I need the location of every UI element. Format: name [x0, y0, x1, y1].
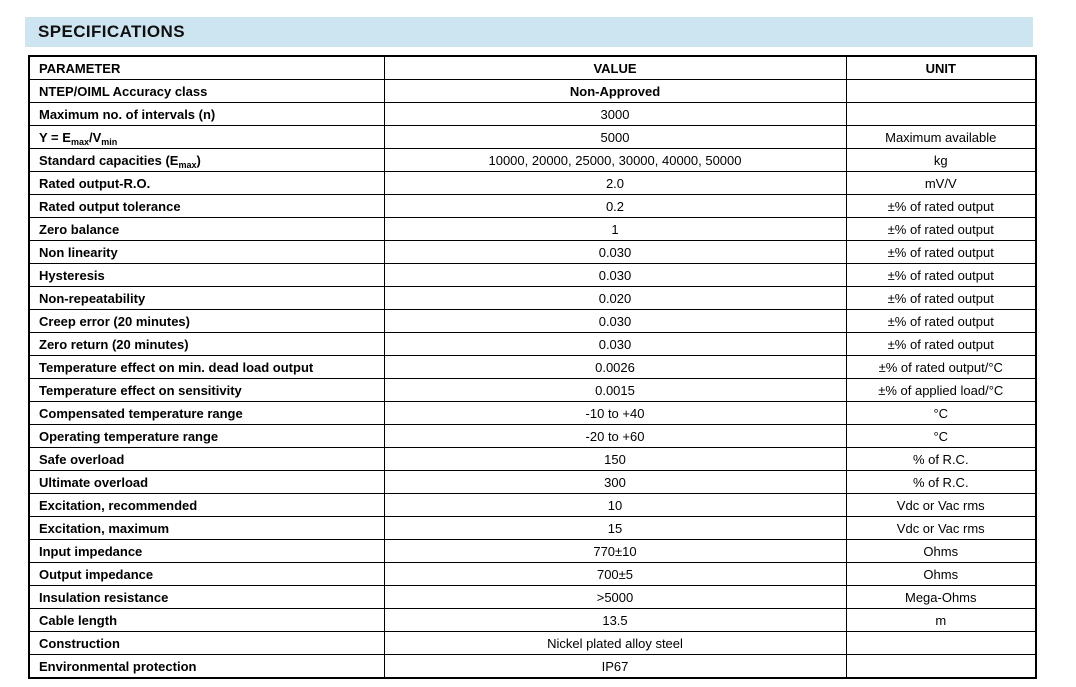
unit-cell [846, 632, 1036, 655]
parameter-cell [29, 425, 384, 448]
parameter-cell [29, 540, 384, 563]
parameter-text-segment: Construction [39, 635, 120, 651]
parameter-text-segment: /V [88, 129, 102, 145]
table-row [29, 586, 1036, 609]
parameter-cell [29, 609, 384, 632]
table-row [29, 356, 1036, 379]
parameter-cell [29, 632, 384, 655]
parameter-cell [29, 241, 384, 264]
parameter-cell [29, 333, 384, 356]
parameter-cell [29, 402, 384, 425]
unit-cell: Maximum available [846, 126, 1036, 149]
unit-cell: Vdc or Vac rms [846, 517, 1036, 540]
parameter-cell [29, 149, 384, 172]
table-row [29, 241, 1036, 264]
section-header-bar [25, 17, 1033, 47]
parameter-cell [29, 356, 384, 379]
parameter-text-segment: ) [196, 152, 201, 168]
unit-cell: ±% of rated output [846, 310, 1036, 333]
parameter-text-segment: Ultimate overload [39, 474, 149, 490]
unit-cell: m [846, 609, 1036, 632]
value-cell: 0.030 [384, 310, 846, 333]
value-cell: 0.020 [384, 287, 846, 310]
parameter-text-segment: Standard capacities (E [39, 152, 179, 168]
unit-cell: ±% of rated output [846, 287, 1036, 310]
table-row [29, 287, 1036, 310]
unit-cell: °C [846, 425, 1036, 448]
unit-cell: mV/V [846, 172, 1036, 195]
table-row [29, 425, 1036, 448]
parameter-text-segment: Environmental protection [39, 658, 197, 674]
parameter-cell [29, 310, 384, 333]
unit-cell [846, 80, 1036, 103]
parameter-text-segment: Zero balance [39, 221, 120, 237]
column-header-unit: UNIT [846, 56, 1036, 80]
parameter-cell [29, 448, 384, 471]
table-row [29, 563, 1036, 586]
unit-cell: Ohms [846, 540, 1036, 563]
spec-table-body [29, 80, 1036, 679]
parameter-text-segment: Insulation resistance [39, 589, 169, 605]
parameter-text-segment: Non linearity [39, 244, 118, 260]
value-cell: 13.5 [384, 609, 846, 632]
table-row [29, 471, 1036, 494]
value-cell: 0.0026 [384, 356, 846, 379]
table-row [29, 448, 1036, 471]
value-cell: 150 [384, 448, 846, 471]
unit-cell: ±% of rated output [846, 333, 1036, 356]
table-row [29, 195, 1036, 218]
parameter-text-segment: Excitation, recommended [39, 497, 198, 513]
parameter-text-segment: Temperature effect on min. dead load output [39, 359, 314, 375]
unit-cell: ±% of rated output [846, 195, 1036, 218]
value-cell: 300 [384, 471, 846, 494]
parameter-text-segment: Compensated temperature range [39, 405, 243, 421]
parameter-cell [29, 264, 384, 287]
table-row [29, 103, 1036, 126]
parameter-text-segment: Input impedance [39, 543, 143, 559]
unit-cell: ±% of rated output [846, 241, 1036, 264]
parameter-text-segment: Creep error (20 minutes) [39, 313, 190, 329]
table-row [29, 333, 1036, 356]
parameter-subscript: max [70, 136, 89, 147]
unit-cell: ±% of applied load/°C [846, 379, 1036, 402]
table-row [29, 632, 1036, 655]
parameter-cell [29, 80, 384, 103]
value-cell: 15 [384, 517, 846, 540]
table-row [29, 379, 1036, 402]
table-row [29, 655, 1036, 679]
table-row [29, 517, 1036, 540]
parameter-cell [29, 586, 384, 609]
value-cell: 0.2 [384, 195, 846, 218]
value-cell: 0.030 [384, 264, 846, 287]
table-row [29, 540, 1036, 563]
specifications-table [28, 55, 1037, 679]
value-cell: 5000 [384, 126, 846, 149]
unit-cell: % of R.C. [846, 471, 1036, 494]
parameter-text-segment: Temperature effect on sensitivity [39, 382, 242, 398]
parameter-cell [29, 218, 384, 241]
table-row [29, 172, 1036, 195]
parameter-text-segment: Cable length [39, 612, 118, 628]
value-cell: >5000 [384, 586, 846, 609]
parameter-cell [29, 195, 384, 218]
parameter-text-segment: Rated output tolerance [39, 198, 181, 214]
unit-cell: Ohms [846, 563, 1036, 586]
unit-cell: ±% of rated output/°C [846, 356, 1036, 379]
unit-cell: ±% of rated output [846, 218, 1036, 241]
parameter-text-segment: NTEP/OIML Accuracy class [39, 83, 208, 99]
value-cell: 10 [384, 494, 846, 517]
unit-cell [846, 103, 1036, 126]
value-cell: 3000 [384, 103, 846, 126]
unit-cell [846, 655, 1036, 679]
parameter-subscript: min [101, 136, 118, 147]
table-row [29, 494, 1036, 517]
parameter-cell [29, 287, 384, 310]
table-row [29, 149, 1036, 172]
parameter-text-segment: Rated output-R.O. [39, 175, 151, 191]
unit-cell: kg [846, 149, 1036, 172]
table-row [29, 80, 1036, 103]
value-cell: 770±10 [384, 540, 846, 563]
parameter-cell [29, 563, 384, 586]
column-header-value: VALUE [384, 56, 846, 80]
parameter-text-segment: Safe overload [39, 451, 125, 467]
table-header-row [29, 56, 1036, 80]
value-cell: 1 [384, 218, 846, 241]
value-cell: 700±5 [384, 563, 846, 586]
table-row [29, 126, 1036, 149]
table-row [29, 264, 1036, 287]
parameter-text-segment: Zero return (20 minutes) [39, 336, 189, 352]
parameter-text-segment: Non-repeatability [39, 290, 146, 306]
value-cell: 0.0015 [384, 379, 846, 402]
parameter-text-segment: Operating temperature range [39, 428, 219, 444]
unit-cell: ±% of rated output [846, 264, 1036, 287]
value-cell: IP67 [384, 655, 846, 679]
table-row [29, 218, 1036, 241]
parameter-cell [29, 126, 384, 149]
value-cell: 0.030 [384, 241, 846, 264]
unit-cell: % of R.C. [846, 448, 1036, 471]
parameter-cell [29, 379, 384, 402]
parameter-cell [29, 655, 384, 679]
table-row [29, 310, 1036, 333]
parameter-cell [29, 471, 384, 494]
parameter-subscript: max [178, 159, 197, 170]
parameter-cell [29, 494, 384, 517]
unit-cell: °C [846, 402, 1036, 425]
parameter-text-segment: Maximum no. of intervals (n) [39, 106, 216, 122]
value-cell: -20 to +60 [384, 425, 846, 448]
parameter-text-segment: Output impedance [39, 566, 154, 582]
parameter-text-segment: Excitation, maximum [39, 520, 170, 536]
parameter-cell [29, 172, 384, 195]
value-cell: Non-Approved [384, 80, 846, 103]
value-cell: 0.030 [384, 333, 846, 356]
parameter-text-segment: Y = E [39, 129, 71, 145]
unit-cell: Vdc or Vac rms [846, 494, 1036, 517]
value-cell: 10000, 20000, 25000, 30000, 40000, 50000 [384, 149, 846, 172]
value-cell: 2.0 [384, 172, 846, 195]
table-row [29, 402, 1036, 425]
parameter-cell [29, 517, 384, 540]
table-row [29, 609, 1036, 632]
value-cell: Nickel plated alloy steel [384, 632, 846, 655]
page-title: SPECIFICATIONS [38, 22, 185, 41]
column-header-parameter: PARAMETER [29, 56, 384, 80]
parameter-cell [29, 103, 384, 126]
unit-cell: Mega-Ohms [846, 586, 1036, 609]
parameter-text-segment: Hysteresis [39, 267, 105, 283]
value-cell: -10 to +40 [384, 402, 846, 425]
